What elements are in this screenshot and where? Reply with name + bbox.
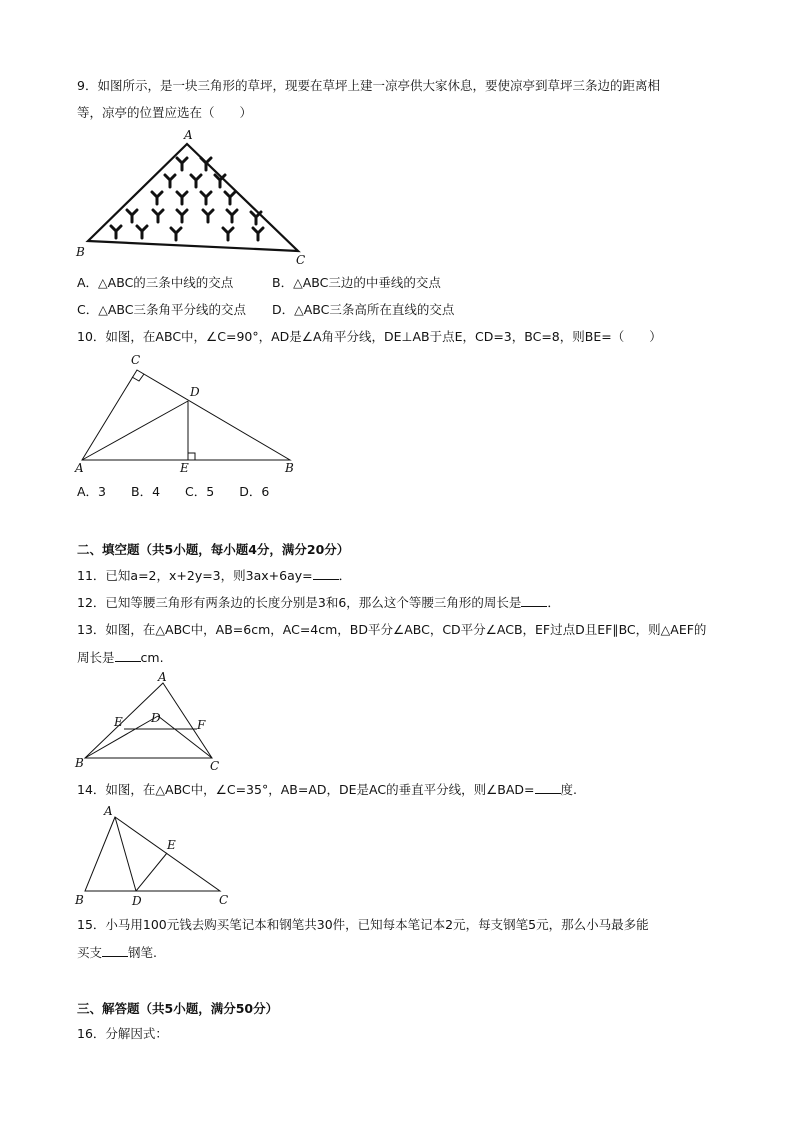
q10-options: A．3 B．4 C．5 D．6 (77, 484, 270, 499)
grass-tuft (203, 210, 213, 222)
grass-tuft (223, 228, 233, 240)
q13-label-c: C (210, 759, 220, 773)
q13-text: 周长是 (77, 650, 115, 665)
grass-tuft (253, 228, 263, 240)
grass-tuft (153, 210, 163, 222)
section-fill-blank-title: 二、填空题（共5小题，每小题4分，满分20分） (77, 542, 350, 557)
grass-tuft (171, 228, 181, 240)
q13-tail: cm. (140, 650, 164, 665)
grass-tufts (111, 158, 263, 240)
q9-stem-line1: 9．如图所示，是一块三角形的草坪，现要在草坪上建一凉亭供大家休息，要使凉亭到草坪三条边的距离相 (77, 78, 660, 93)
q14-label-a: A (104, 804, 113, 818)
grass-tuft (127, 210, 137, 222)
q9-option-a: A．△ABC的三条中线的交点 (77, 275, 234, 290)
q12-answer-blank[interactable] (521, 594, 547, 607)
q13-stem-line1: 13．如图，在△ABC中，AB=6cm，AC=4cm，BD平分∠ABC，CD平分∠ACB，EF过点D且EF∥BC，则△AEF的 (77, 622, 707, 637)
q10-label-d: D (190, 385, 200, 399)
q12-stem (77, 594, 560, 611)
section-solution-title: 三、解答题（共5小题，满分50分） (77, 1001, 279, 1016)
q13-triangle-figure (72, 670, 224, 776)
q14-stem (77, 781, 577, 798)
q14-answer-blank[interactable] (535, 781, 561, 794)
q13-label-f: F (197, 718, 206, 732)
grass-tuft (165, 175, 175, 187)
q16-stem: 16．分解因式： (77, 1026, 168, 1041)
q13-label-e: E (114, 715, 123, 729)
q11-text: 11．已知a=2，x+2y=3，则3ax+6ay= (77, 568, 313, 583)
grass-tuft (251, 212, 261, 224)
q15-answer-blank[interactable] (102, 944, 128, 957)
q10-label-e: E (180, 461, 189, 475)
grass-tuft (177, 192, 187, 204)
q12-tail: ． (547, 595, 560, 610)
q14-label-b: B (75, 893, 84, 907)
grass-tuft (201, 192, 211, 204)
q10-label-c: C (131, 353, 141, 367)
q11-stem (77, 567, 351, 584)
q15-stem-line1: 15．小马用100元钱去购买笔记本和钢笔共30件，已知每本笔记本2元，每支钢笔5元，那么小马最多能 (77, 917, 649, 932)
q9-stem-line2: 等，凉亭的位置应选在（ ） (77, 105, 253, 120)
q9-option-c: C．△ABC三条角平分线的交点 (77, 302, 246, 317)
grass-tuft (152, 192, 162, 204)
grass-tuft (177, 210, 187, 222)
q13-label-d: D (151, 711, 161, 725)
grass-tuft (225, 192, 235, 204)
grass-tuft (227, 210, 237, 222)
grass-tuft (177, 158, 187, 170)
q15-text: 买支 (77, 945, 103, 960)
q9-lawn-triangle-figure (72, 128, 342, 266)
q14-label-d: D (132, 894, 142, 907)
grass-tuft (201, 158, 211, 170)
q10-right-triangle-figure (72, 350, 304, 476)
grass-tuft (137, 226, 147, 238)
q9-label-c: C (296, 253, 306, 266)
q11-answer-blank[interactable] (313, 567, 339, 580)
q13-label-b: B (75, 756, 84, 770)
q15-stem-line2 (77, 944, 157, 961)
q9-option-b: B．△ABC三边的中垂线的交点 (272, 275, 441, 290)
q14-text: 14．如图，在△ABC中，∠C=35°，AB=AD，DE是AC的垂直平分线，则∠BAD= (77, 782, 535, 797)
q10-stem: 10．如图，在ABC中，∠C=90°，AD是∠A角平分线，DE⊥AB于点E，CD=3，BC=8，则BE=（ ） (77, 329, 662, 344)
grass-tuft (111, 226, 121, 238)
q14-triangle-figure (72, 803, 237, 907)
q14-label-c: C (219, 893, 229, 907)
q10-label-a: A (75, 461, 84, 475)
q11-tail: ． (338, 568, 352, 583)
q10-label-b: B (285, 461, 294, 475)
q13-answer-blank[interactable] (115, 649, 141, 662)
q13-stem-line2 (77, 649, 164, 666)
q14-tail: 度. (560, 782, 577, 797)
q9-label-b: B (76, 245, 85, 259)
q13-label-a: A (158, 670, 167, 684)
q14-label-e: E (167, 838, 176, 852)
grass-tuft (191, 175, 201, 187)
q15-tail: 钢笔. (128, 945, 157, 960)
lawn-triangle (88, 144, 298, 251)
q12-text: 12．已知等腰三角形有两条边的长度分别是3和6，那么这个等腰三角形的周长是 (77, 595, 522, 610)
q9-label-a: A (184, 128, 193, 142)
q9-option-d: D．△ABC三条高所在直线的交点 (272, 302, 455, 317)
